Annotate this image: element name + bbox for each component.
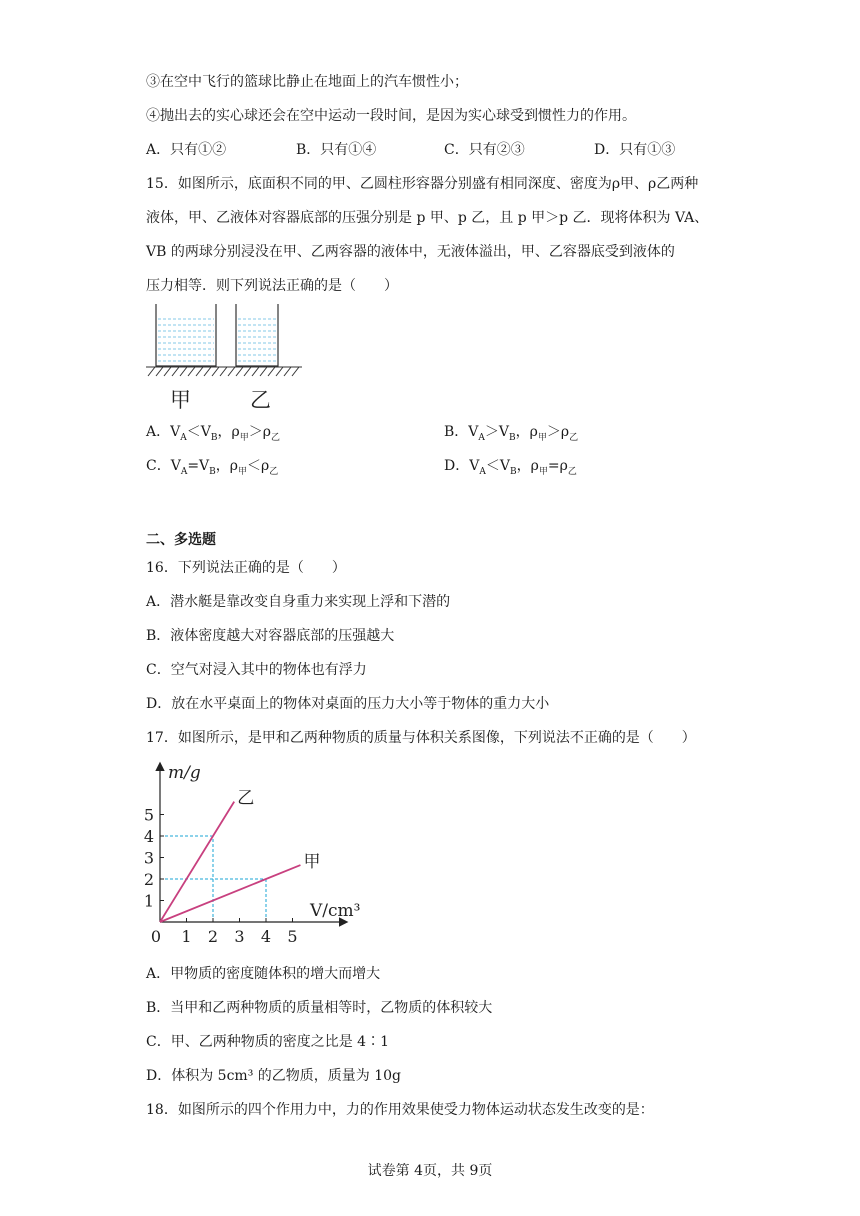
series-label-0: 乙 (237, 788, 255, 809)
q16-option-a: A．潜水艇是靠改变自身重力来实现上浮和下潜的 (146, 594, 451, 610)
x-tick-label-0: 1 (181, 927, 192, 946)
q15-containers-figure (146, 302, 306, 414)
q17-option-a: A．甲物质的密度随体积的增大而增大 (146, 966, 381, 982)
series-line-0 (160, 802, 234, 922)
q14-item-3: ③在空中飞行的篮球比静止在地面上的汽车惯性小； (146, 74, 468, 90)
label-jia: 甲 (170, 388, 191, 412)
q17-stem: 17．如图所示，是甲和乙两种物质的质量与体积关系图像，下列说法不正确的是（ ） (146, 730, 696, 746)
y-tick-label-0: 1 (143, 891, 154, 911)
q15-stem-line-3: VB 的两球分别浸没在甲、乙两容器的液体中，无液体溢出，甲、乙容器底受到液体的 (146, 244, 675, 260)
x-tick-label-1: 2 (207, 927, 219, 946)
q17-option-c: C．甲、乙两种物质的密度之比是 4∶1 (146, 1034, 389, 1050)
y-tick-label-2: 3 (143, 848, 154, 868)
y-tick-label-1: 2 (143, 870, 154, 889)
series-line-1 (160, 865, 300, 922)
q15-option-d: D．$V_A<V_B$，$\rho_甲=\rho_乙$ (444, 458, 577, 477)
q18-stem: 18．如图所示的四个作用力中，力的作用效果使受力物体运动状态发生改变的是： (146, 1102, 654, 1118)
x-tick-label-2: 3 (234, 927, 245, 946)
origin-label: 0 (150, 927, 162, 946)
y-axis-label: m/g (168, 763, 201, 783)
q14-item-4: ④抛出去的实心球还会在空中运动一段时间，是因为实心球受到惯性力的作用。 (146, 108, 636, 124)
q15-stem-line-2: 液体，甲、乙液体对容器底部的压强分别是 p 甲、p 乙，且 p 甲＞p 乙．现将体积为 VA、 (146, 210, 709, 226)
label-yi: 乙 (250, 388, 271, 412)
series-label-1: 甲 (303, 852, 321, 873)
q14-option-c: C．只有②③ (444, 142, 525, 158)
section-title-multiple-choice: 二、多选题 (146, 532, 216, 548)
q14-option-b: B．只有①④ (296, 142, 377, 158)
q15-stem-line-4: 压力相等．则下列说法正确的是（ ） (146, 278, 398, 294)
q15-option-b: B．$V_A>V_B$，$\rho_甲>\rho_乙$ (444, 424, 579, 443)
q15-option-a: A．$V_A<V_B$，$\rho_甲>\rho_乙$ (146, 424, 280, 443)
x-axis-label: V/cm³ (310, 901, 360, 921)
q15-option-c: C．$V_A=V_B$，$\rho_甲<\rho_乙$ (146, 458, 279, 477)
mass-volume-chart (140, 756, 360, 952)
q17-option-b: B．当甲和乙两种物质的质量相等时，乙物质的体积较大 (146, 1000, 493, 1016)
q17-option-d: D．体积为 5cm³ 的乙物质，质量为 10g (146, 1068, 401, 1084)
page-footer: 试卷第 4页，共 9页 (367, 1163, 493, 1179)
q14-option-d: D．只有①③ (594, 142, 676, 158)
y-tick-label-4: 5 (143, 805, 154, 825)
q16-option-b: B．液体密度越大对容器底部的压强越大 (146, 628, 395, 644)
x-tick-label-4: 5 (287, 927, 298, 946)
container-jia (156, 304, 216, 366)
y-tick-label-3: 4 (143, 827, 154, 846)
q16-option-c: C．空气对浸入其中的物体也有浮力 (146, 662, 367, 678)
q15-stem-line-1: 15．如图所示，底面积不同的甲、乙圆柱形容器分别盛有相同深度、密度为ρ甲、ρ乙两种 (146, 176, 699, 192)
q14-option-a: A．只有①② (146, 142, 227, 158)
x-tick-label-3: 4 (260, 927, 272, 946)
q16-stem: 16．下列说法正确的是（ ） (146, 560, 346, 576)
container-yi (236, 304, 278, 366)
q16-option-d: D．放在水平桌面上的物体对桌面的压力大小等于物体的重力大小 (146, 696, 550, 712)
ground-hatching (146, 367, 302, 376)
